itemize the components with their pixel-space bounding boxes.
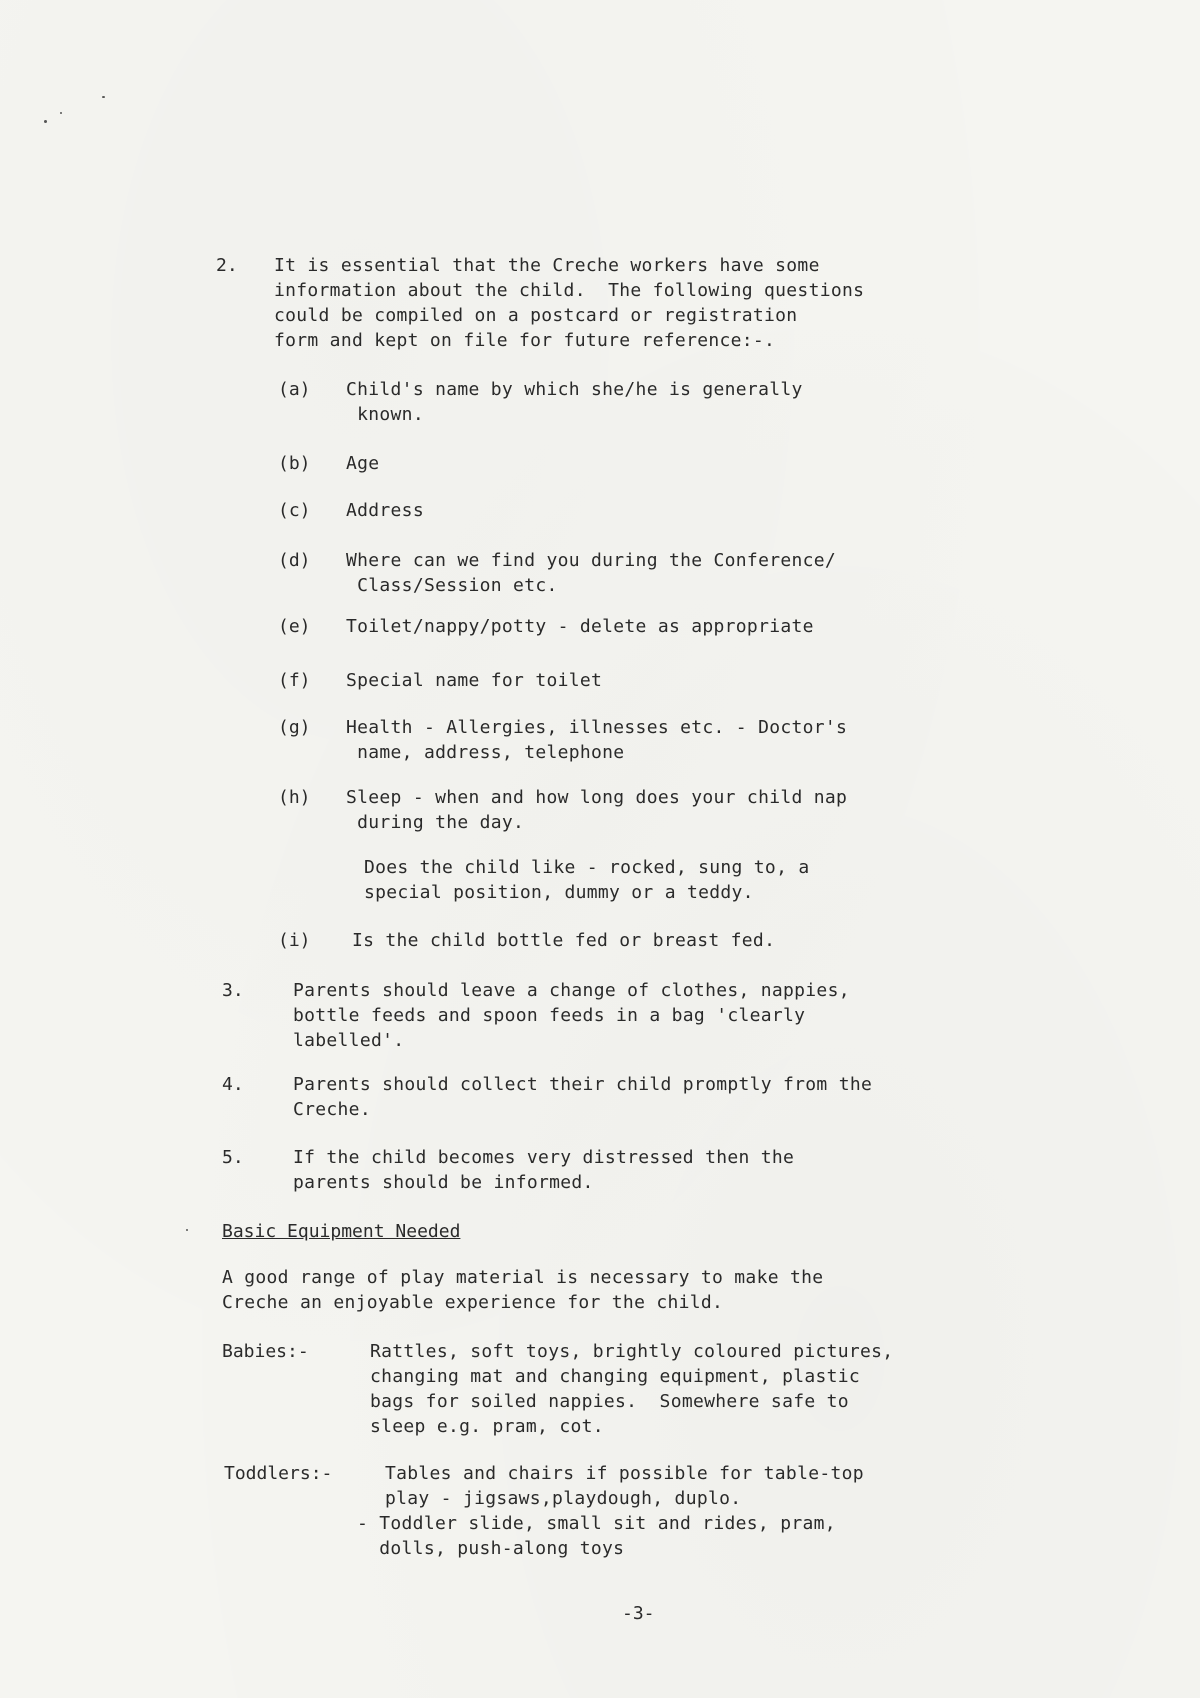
babies-list (370, 1339, 893, 1439)
toddlers-line: play - jigsaws,playdough, duplo. (385, 1488, 742, 1509)
item-2-line: could be compiled on a postcard or registration (274, 305, 798, 326)
subitem-h-label: (h) (278, 787, 311, 808)
subitem-a-text (346, 377, 803, 427)
followup-line: special position, dummy or a teddy. (364, 882, 754, 903)
show-through-text (180, 80, 200, 132)
item-3-line: labelled'. (293, 1030, 405, 1051)
subitem-b-text (346, 451, 379, 476)
subitem-line: Special name for toilet (346, 670, 603, 691)
toddlers-line: Tables and chairs if possible for table-top (385, 1463, 864, 1484)
subitem-d-label: (d) (278, 550, 311, 571)
item-3-line: bottle feeds and spoon feeds in a bag 'clearly (293, 1005, 806, 1026)
subitem-line: Child's name by which she/he is generally (346, 379, 803, 400)
subitem-i-label: (i) (278, 930, 311, 951)
subitem-line: name, address, telephone (346, 742, 625, 763)
item-4-line: Creche. (293, 1099, 371, 1120)
followup-line: Does the child like - rocked, sung to, a (364, 857, 810, 878)
item-4-text (293, 1072, 872, 1122)
babies-line: Rattles, soft toys, brightly coloured pictures, (370, 1341, 894, 1362)
intro-line: Creche an enjoyable experience for the child. (222, 1292, 724, 1313)
sleep-followup (364, 855, 809, 905)
subitem-e-label: (e) (278, 616, 311, 637)
subitem-line: Is the child bottle fed or breast fed. (352, 930, 776, 951)
scan-speck (44, 120, 47, 123)
subitem-line: Toilet/nappy/potty - delete as appropriate (346, 616, 814, 637)
subitem-i-text (352, 928, 775, 953)
intro-line: A good range of play material is necessary to make the (222, 1267, 824, 1288)
subitem-b-label: (b) (278, 453, 311, 474)
subitem-line: Where can we find you during the Conference/ (346, 550, 837, 571)
subitem-c-text (346, 498, 424, 523)
subitem-line: Class/Session etc. (346, 575, 558, 596)
item-5-line: If the child becomes very distressed then the (293, 1147, 795, 1168)
scan-speck (186, 1229, 188, 1231)
section-heading: Basic Equipment Needed (222, 1221, 461, 1242)
toddlers-label: Toddlers:- (224, 1463, 333, 1484)
page-number: -3- (622, 1603, 655, 1624)
subitem-line: Address (346, 500, 424, 521)
subitem-f-label: (f) (278, 670, 311, 691)
item-2-line: It is essential that the Creche workers have some (274, 255, 820, 276)
babies-line: changing mat and changing equipment, plastic (370, 1366, 861, 1387)
subitem-d-text (346, 548, 836, 598)
babies-line: sleep e.g. pram, cot. (370, 1416, 604, 1437)
item-3-number: 3. (222, 980, 244, 1001)
subitem-g-text (346, 715, 847, 765)
toddlers-list (357, 1461, 864, 1561)
subitem-h-text (346, 785, 847, 835)
subitem-a-label: (a) (278, 379, 311, 400)
subitem-f-text (346, 668, 602, 693)
scan-speck (60, 112, 62, 114)
item-5-line: parents should be informed. (293, 1172, 594, 1193)
subitem-line: known. (346, 404, 424, 425)
item-3-line: Parents should leave a change of clothes, nappies, (293, 980, 850, 1001)
item-2-text (274, 253, 864, 353)
item-5-text (293, 1145, 794, 1195)
item-5-number: 5. (222, 1147, 244, 1168)
subitem-line: Age (346, 453, 380, 474)
item-2-number: 2. (216, 255, 238, 276)
equipment-intro (222, 1265, 823, 1315)
subitem-line: Sleep - when and how long does your child nap (346, 787, 848, 808)
toddlers-line: - Toddler slide, small sit and rides, pram, (357, 1513, 836, 1534)
scan-speck (102, 96, 105, 98)
subitem-g-label: (g) (278, 717, 311, 738)
item-3-text (293, 978, 850, 1053)
item-4-line: Parents should collect their child promptly from the (293, 1074, 873, 1095)
item-2-line: form and kept on file for future reference:-. (274, 330, 776, 351)
item-4-number: 4. (222, 1074, 244, 1095)
subitem-e-text (346, 614, 814, 639)
item-2-line: information about the child. The following questions (274, 280, 865, 301)
subitem-c-label: (c) (278, 500, 311, 521)
subitem-line: during the day. (346, 812, 525, 833)
babies-label: Babies:- (222, 1341, 309, 1362)
babies-line: bags for soiled nappies. Somewhere safe to (370, 1391, 849, 1412)
subitem-line: Health - Allergies, illnesses etc. - Doctor's (346, 717, 848, 738)
toddlers-line: dolls, push-along toys (357, 1538, 625, 1559)
